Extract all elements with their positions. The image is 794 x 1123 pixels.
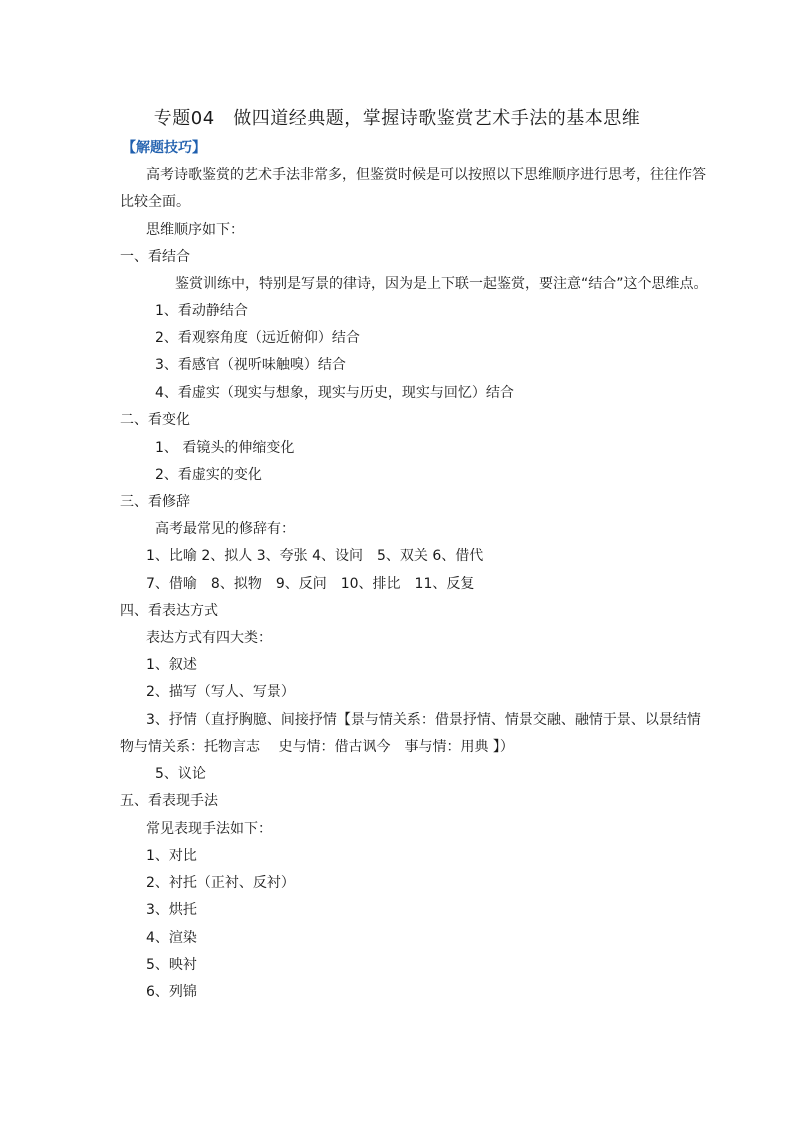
section-4-item: 2、描写（写人、写景） [146,684,295,700]
section-5-item: 4、渲染 [146,930,197,946]
section-4-item: 1、叙述 [146,657,197,673]
section-5-intro: 常见表现手法如下： [146,821,272,837]
section-5-item: 2、衬托（正衬、反衬） [146,875,295,891]
tips-heading: 【解题技巧】 [122,140,206,156]
section-1-item: 3、看感官（视听味触嗅）结合 [155,357,346,373]
section-4-item-continuation: 物与情关系：托物言志 史与情：借古讽今 事与情：用典 】） [120,739,514,755]
intro-paragraph-line-2: 比较全面。 [120,194,190,210]
section-1-item: 4、看虚实（现实与想象，现实与历史，现实与回忆）结合 [155,385,514,401]
section-5-item: 5、映衬 [146,957,197,973]
section-2-heading: 二、看变化 [120,412,190,428]
order-heading: 思维顺序如下： [146,222,244,238]
section-1-item: 2、看观察角度（远近俯仰）结合 [155,330,360,346]
section-1-item: 1、看动静结合 [155,303,248,319]
section-5-item: 3、烘托 [146,902,197,918]
section-1-heading: 一、看结合 [120,249,190,265]
section-3-intro: 高考最常见的修辞有： [155,521,295,537]
section-5-item: 1、对比 [146,848,197,864]
page-title: 专题04 做四道经典题，掌握诗歌鉴赏艺术手法的基本思维 [153,108,641,129]
rhetoric-list-row: 1、比喻 2、拟人 3、夸张 4、设问 5、双关 6、借代 [146,548,484,564]
section-2-item: 1、 看镜头的伸缩变化 [155,440,295,456]
section-4-item: 3、抒情（直抒胸臆、间接抒情【景与情关系：借景抒情、情景交融、融情于景、以景结情 [146,712,701,728]
section-1-note: 鉴赏训练中，特别是写景的律诗，因为是上下联一起鉴赏，要注意“结合”这个思维点。 [175,276,708,292]
section-3-heading: 三、看修辞 [120,494,190,510]
section-4-item: 5、议论 [155,766,206,782]
section-5-heading: 五、看表现手法 [120,793,218,809]
section-4-heading: 四、看表达方式 [120,603,218,619]
section-4-intro: 表达方式有四大类： [146,630,272,646]
rhetoric-list-row: 7、借喻 8、拟物 9、反问 10、排比 11、反复 [146,576,475,592]
intro-paragraph-line-1: 高考诗歌鉴赏的艺术手法非常多，但鉴赏时候是可以按照以下思维顺序进行思考，往往作答 [146,167,706,183]
section-2-item: 2、看虚实的变化 [155,467,262,483]
section-5-item: 6、列锦 [146,984,197,1000]
